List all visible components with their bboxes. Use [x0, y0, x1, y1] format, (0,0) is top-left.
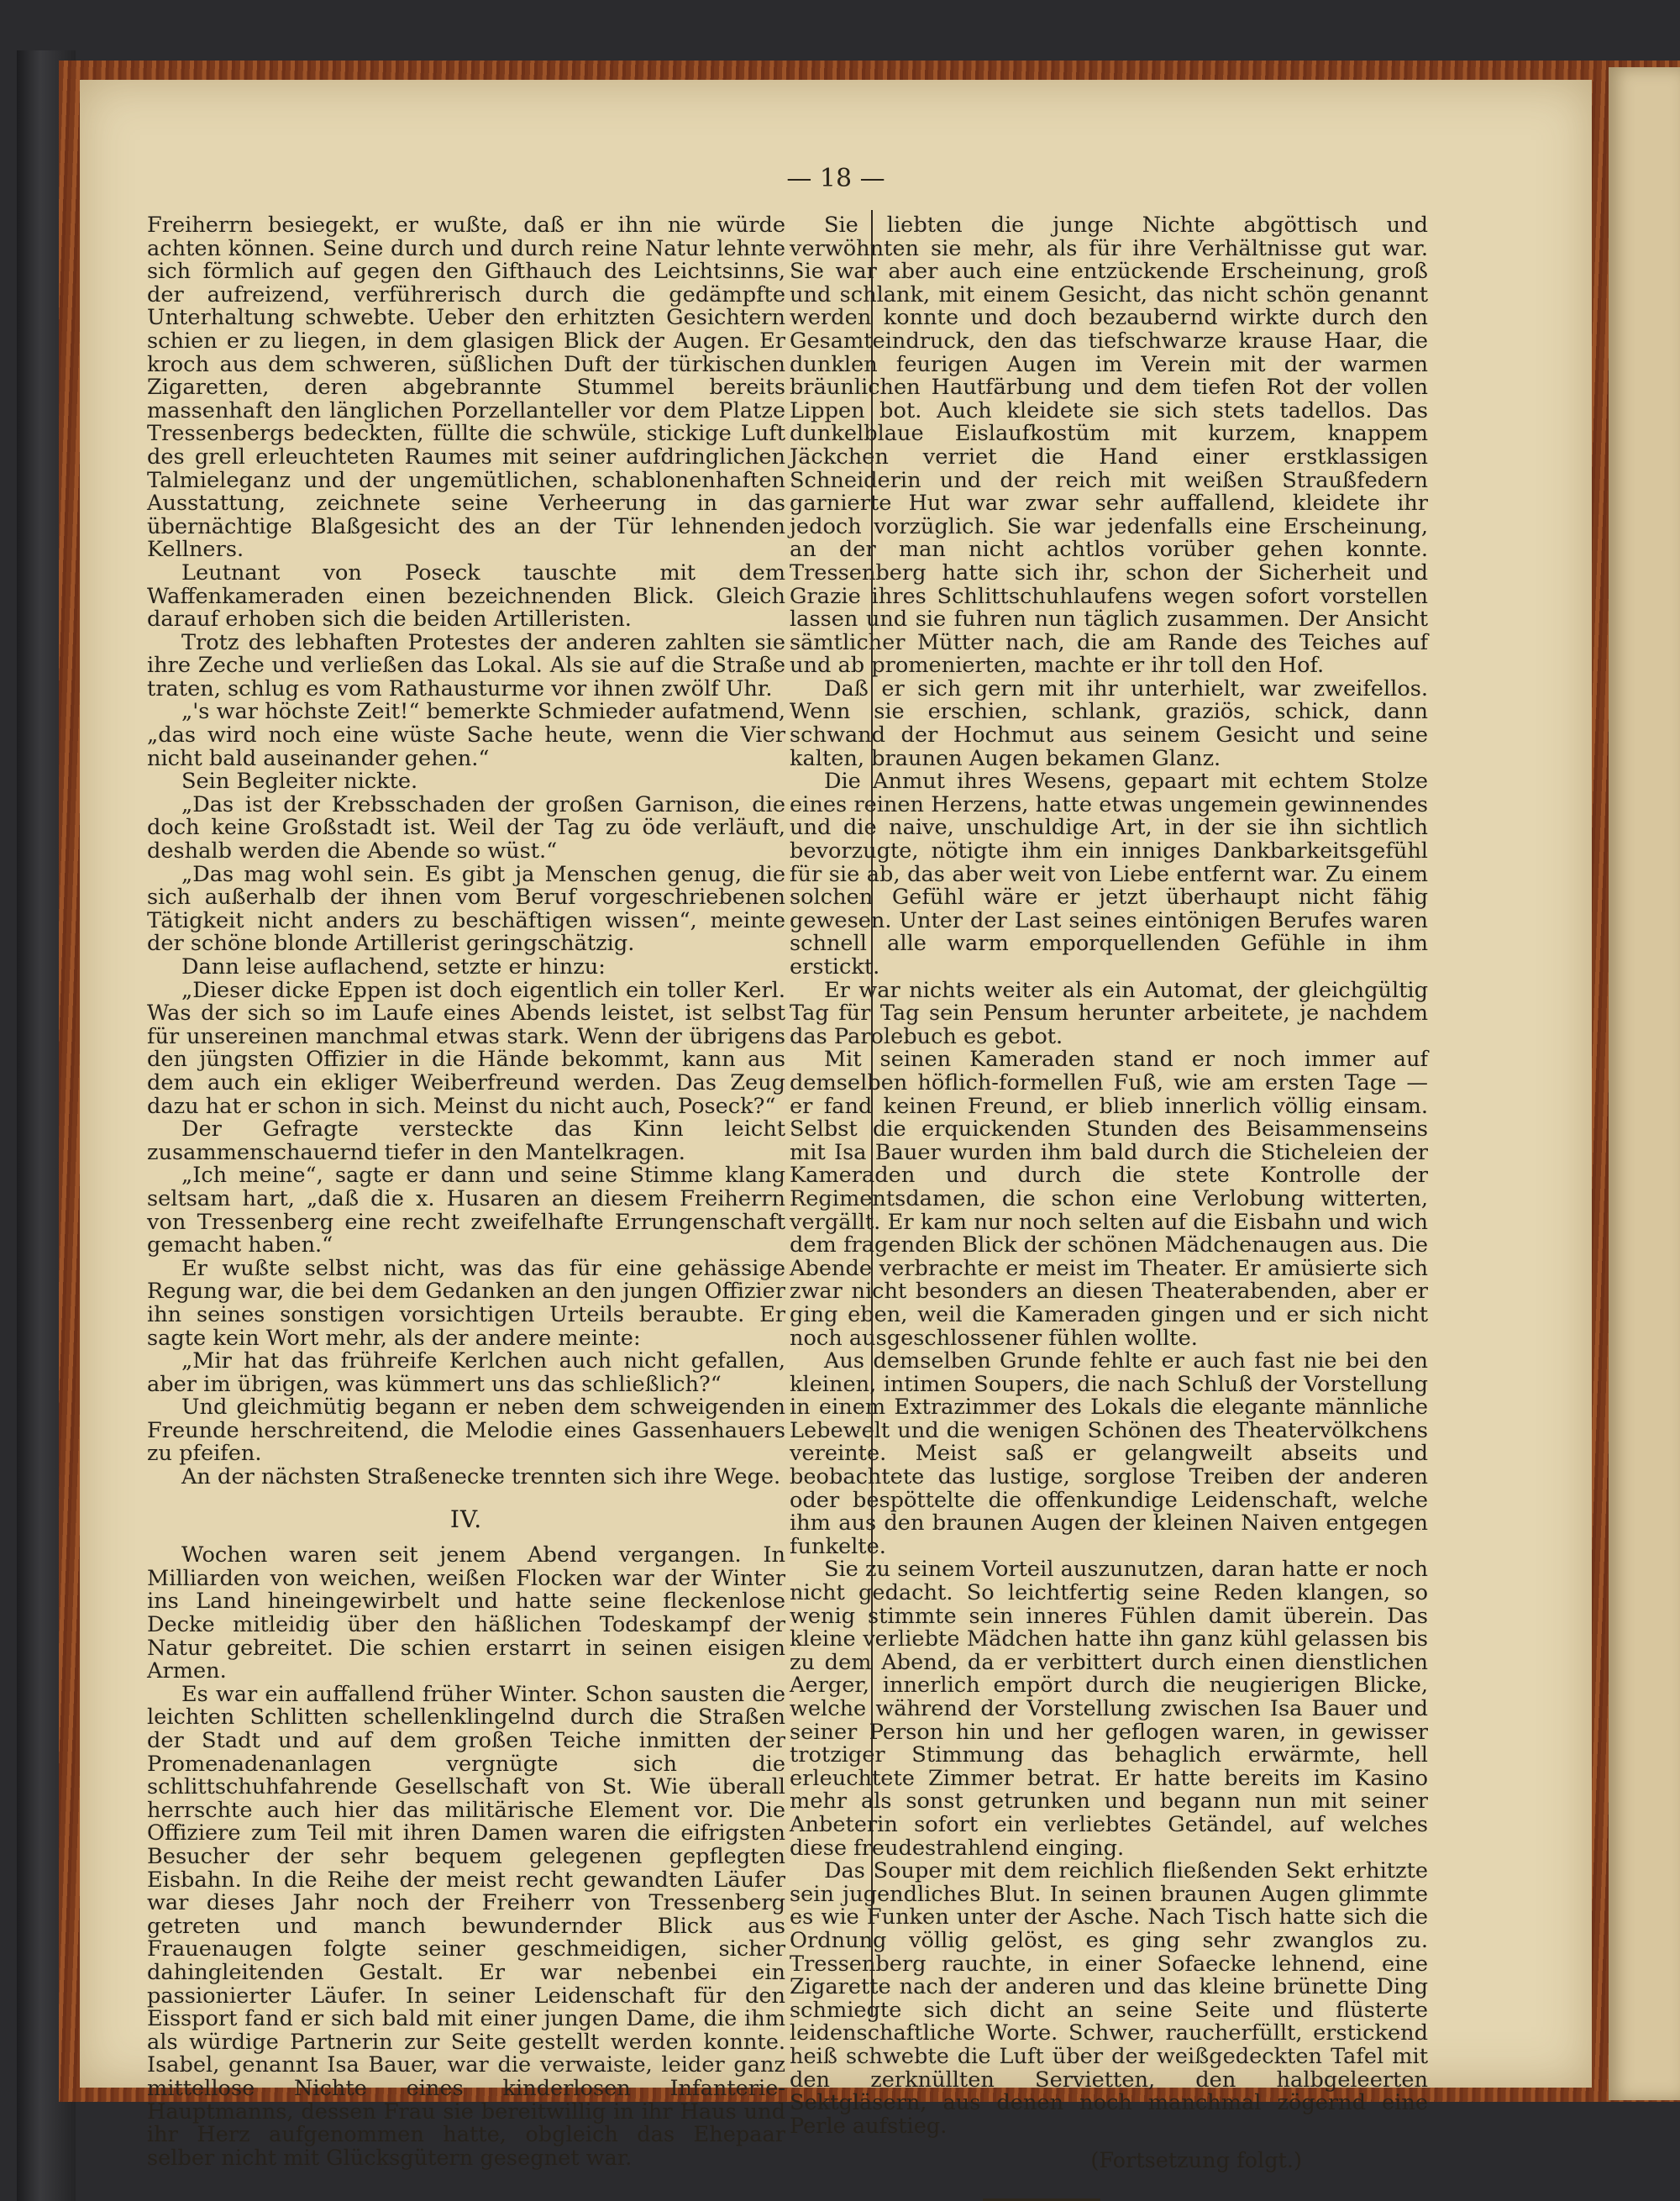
paragraph: Das Souper mit dem reichlich fließenden Sekt erhitzte sein jugendliches Blut. In seinen braunen Augen glimmte es wie Funken unter der Asche. Nach Tisch hatte sich die Ordnung völlig gelöst, es ging sehr zwanglos zu. Tressenberg rauchte, in einer Sofaecke lehnend, eine Zigarette nach der anderen und das kleine brünette Ding schmiegte sich dicht an seine Seite und flüsterte leidenschaftliche Worte. Schwer, raucherfüllt, erstickend heiß schwebte die Luft über der weißgedeckten Tafel mit den zerknüllten Servietten, den halbgeleerten Sektgläsern, aus denen noch manchmal zögernd eine Perle aufstieg. — [790, 1858, 1428, 2139]
paragraph: „Das mag wohl sein. Es gibt ja Menschen genug, die sich außerhalb der ihnen vom Beruf vorgeschriebenen Tätigkeit nicht anders zu beschäftigen wissen“, meinte der schöne blonde Artillerist geringschätzig. — [147, 861, 785, 957]
paragraph: Sie liebten die junge Nichte abgöttisch und verwöhnten sie mehr, als für ihre Verhältnisse gut war. Sie war aber auch eine entzückende Erscheinung, groß und schlank, mit einem Gesicht, das nicht schön genannt werden konnte und doch bezaubernd wirkte durch den Gesamteindruck, den das tiefschwarze krause Haar, die dunklen feurigen Augen im Verein mit der warmen bräunlichen Hautfärbung und dem tiefen Rot der vollen Lippen bot. Auch kleidete sie sich stets tadellos. Das dunkelblaue Eislaufkostüm mit kurzem, knappem Jäckchen verriet die Hand einer erstklassigen Schneiderin und der reich mit weißen Straußfedern garnierte Hut war zwar sehr auffallend, kleidete ihr jedoch vorzüglich. Sie war jedenfalls eine Erscheinung, an der man nicht achtlos vorüber gehen konnte. Tressenberg hatte sich ihr, schon der Sicherheit und Grazie ihres Schlittschuhlaufens wegen sofort vorstellen lassen und sie fuhren nun täglich zusammen. Der Ansicht sämtlicher Mütter nach, die am Rande des Teiches auf und ab promenierten, machte er ihr toll den Hof. — [790, 213, 1428, 679]
paragraph: „Dieser dicke Eppen ist doch eigentlich ein toller Kerl. Was der sich so im Laufe eines Abends leistet, ist selbst für unsereinen manchmal etwas stark. Wenn der übrigens den jüngsten Offizier in die Hände bekommt, kann aus dem auch ein ekliger Weiberfreund werden. Das Zeug dazu hat er schon in sich. Meinst du nicht auch, Poseck?“ — [147, 977, 785, 1119]
page-number: — 18 — — [786, 164, 885, 193]
paragraph: Aus demselben Grunde fehlte er auch fast nie bei den kleinen, intimen Soupers, die nach Schluß der Vorstellung in einem Extrazimmer des Lokals die elegante männliche Lebewelt und die wenigen Schönen des Theatervölkchens vereinte. Meist saß er gelangweilt abseits und beobachtete das lustige, sorglose Treiben der anderen oder bespöttelte die offenkundige Leidenschaft, welche ihm aus den braunen Augen der kleinen Naiven entgegen funkelte. — [790, 1348, 1428, 1559]
facing-page-edge — [1609, 67, 1680, 2100]
paragraph: Sie zu seinem Vorteil auszunutzen, daran hatte er noch nicht gedacht. So leichtfertig seine Reden klangen, so wenig stimmte sein inneres Fühlen damit überein. Das kleine verliebte Mädchen hatte ihn ganz kühl gelassen bis zu dem Abend, da er verbittert durch einen dienstlichen Aerger, innerlich empört durch die neugierigen Blicke, welche während der Vorstellung zwischen Isa Bauer und seiner Person hin und her geflogen waren, in gewisser trotziger Stimmung das behaglich erwärmte, hell erleuchtete Zimmer betrat. Er hatte bereits im Kasino mehr als sonst getrunken und begann nun mit seiner Anbeterin sofort ein verliebtes Getändel, auf welches diese freudestrahlend einging. — [790, 1557, 1428, 1861]
paragraph: Es war ein auffallend früher Winter. Schon sausten die leichten Schlitten schellenklingelnd durch die Straßen der Stadt und auf dem großen Teiche inmitten der Promenadenanlagen vergnügte sich die schlittschuhfahrende Gesellschaft von St. Wie überall herrschte auch hier das militärische Element vor. Die Offiziere zum Teil mit ihren Damen waren die eifrigsten Besucher der sehr bequem gelegenen gepflegten Eisbahn. In die Reihe der meist recht gewandten Läufer war dieses Jahr noch der Freiherr von Tressenberg getreten und manch bewundernder Blick aus Frauenaugen folgte seiner geschmeidigen, sicher dahingleitenden Gestalt. Er war nebenbei ein passionierter Läufer. In seiner Leidenschaft für den Eissport fand er sich bald mit einer jungen Dame, die ihm als würdige Partnerin zur Seite gestellt werden konnte. Isabel, genannt Isa Bauer, war die verwaiste, leider ganz mittellose Nichte eines kinderlosen Infanterie-Hauptmanns, dessen Frau sie bereitwillig in ihr Haus und ihr Herz aufgenommen hatte, obgleich das Ehepaar selber nicht mit Glücksgütern gesegnet war. — [147, 1681, 785, 2171]
paragraph: Dann leise auflachend, setzte er hinzu: — [181, 954, 606, 980]
paragraph: Er wußte selbst nicht, was das für eine gehässige Regung war, die bei dem Gedanken an den jungen Offizier ihn seines sonstigen vorsichtigen Urteils beraubte. Er sagte kein Wort mehr, als der andere meinte: — [147, 1255, 785, 1351]
paragraph: Trotz des lebhaften Protestes der anderen zahlten sie ihre Zeche und verließen das Lokal. Als sie auf die Straße traten, schlug es vom Rathausturme vor ihnen zwölf Uhr. — [147, 629, 785, 701]
paragraph: „Mir hat das frühreife Kerlchen auch nicht gefallen, aber im übrigen, was kümmert uns das schließlich?“ — [147, 1348, 785, 1397]
paragraph: An der nächsten Straßenecke trennten sich ihre Wege. — [181, 1464, 781, 1490]
paragraph: Der Gefragte versteckte das Kinn leicht zusammenschauernd tiefer in den Mantelkragen. — [147, 1116, 785, 1165]
paragraph: Mit seinen Kameraden stand er noch immer auf demselben höflich-formellen Fuß, wie am ersten Tage — er fand keinen Freund, er blieb innerlich völlig einsam. Selbst die erquickenden Stunden des Beisammenseins mit Isa Bauer wurden ihm bald durch die Sticheleien der Kameraden und durch die stete Kontrolle der Regimentsdamen, die schon eine Verlobung witterten, vergällt. Er kam nur noch selten auf die Eisbahn und wich dem fragenden Blick der schönen Mädchenaugen aus. Die Abende verbrachte er meist im Theater. Er amüsierte sich zwar nicht besonders an diesen Theaterabenden, aber er ging eben, weil die Kameraden gingen und er sich nicht noch ausgeschlossener fühlen wollte. — [790, 1047, 1428, 1351]
continuation-note: (Fortsetzung folgt.) — [1090, 2148, 1302, 2174]
paragraph: Er war nichts weiter als ein Automat, der gleichgültig Tag für Tag sein Pensum herunter arbeitete, je nachdem das Parolebuch es gebot. — [790, 977, 1428, 1049]
left-column — [147, 213, 785, 2171]
paragraph: Freiherrn besiegekt, er wußte, daß er ihn nie würde achten können. Seine durch und durch reine Natur lehnte sich förmlich auf gegen den Gifthauch des Leichtsinns, der aufreizend, verführerisch durch die gedämpfte Unterhaltung schwebte. Ueber den erhitzten Gesichtern schien er zu liegen, in dem glasigen Blick der Augen. Er kroch aus dem schweren, süßlichen Duft der türkischen Zigaretten, deren abgebrannte Stummel bereits massenhaft den länglichen Porzellanteller vor dem Platze Tressenbergs bedeckten, füllte die schwüle, stickige Luft des grell erleuchteten Raumes mit seiner aufdringlichen Talmieleganz und der ungemütlichen, schablonenhaften Ausstattung, zeichnete seine Verheerung in das übernächtige Blaßgesicht des an der Tür lehnenden Kellners. — [147, 213, 785, 563]
section-heading: IV. — [449, 1505, 483, 1533]
right-column — [790, 213, 1428, 2174]
paragraph: Und gleichmütig begann er neben dem schweigenden Freunde herschreitend, die Melodie eines Gassenhauers zu pfeifen. — [147, 1395, 785, 1467]
paragraph: Die Anmut ihres Wesens, gepaart mit echtem Stolze eines reinen Herzens, hatte etwas ungemein gewinnendes und die naive, unschuldige Art, in der sie ihn sichtlich bevorzugte, nötigte ihm ein inniges Dankbarkeitsgefühl für sie ab, das aber weit von Liebe entfernt war. Zu einem solchen Gefühl wäre er jetzt überhaupt nicht fähig gewesen. Unter der Last seines eintönigen Berufes waren schnell alle warm emporquellenden Gefühle in ihm erstickt. — [790, 769, 1428, 980]
paragraph: Daß er sich gern mit ihr unterhielt, war zweifellos. Wenn sie erschien, schlank, graziös, schick, dann schwand der Hochmut aus seinem Gesicht und seine kalten, braunen Augen bekamen Glanz. — [790, 675, 1428, 771]
paragraph: Leutnant von Poseck tauschte mit dem Waffenkameraden einen bezeichnenden Blick. Gleich darauf erhoben sich die beiden Artilleristen. — [147, 559, 785, 633]
end-rule — [983, 2198, 1100, 2201]
paragraph: Wochen waren seit jenem Abend vergangen. In Milliarden von weichen, weißen Flocken war der Winter ins Land hineingewirbelt und hatte seine fleckenlose Decke mitleidig über den häßlichen Todeskampf der Natur gebreitet. Die schien erstarrt in seinen eisigen Armen. — [147, 1542, 785, 1684]
paragraph: „Ich meine“, sagte er dann und seine Stimme klang seltsam hart, „daß die x. Husaren an diesem Freiherrn von Tressenberg eine recht zweifelhafte Errungenschaft gemacht haben.“ — [147, 1163, 785, 1258]
paragraph: „Das ist der Krebsschaden der großen Garnison, die doch keine Großstadt ist. Weil der Tag zu öde verläuft, deshalb werden die Abende so wüst.“ — [147, 791, 785, 864]
paragraph: Sein Begleiter nickte. — [181, 769, 418, 795]
paragraph: „'s war höchste Zeit!“ bemerkte Schmieder aufatmend, „das wird noch eine wüste Sache heute, wenn die Vier nicht bald auseinander gehen.“ — [147, 699, 785, 771]
